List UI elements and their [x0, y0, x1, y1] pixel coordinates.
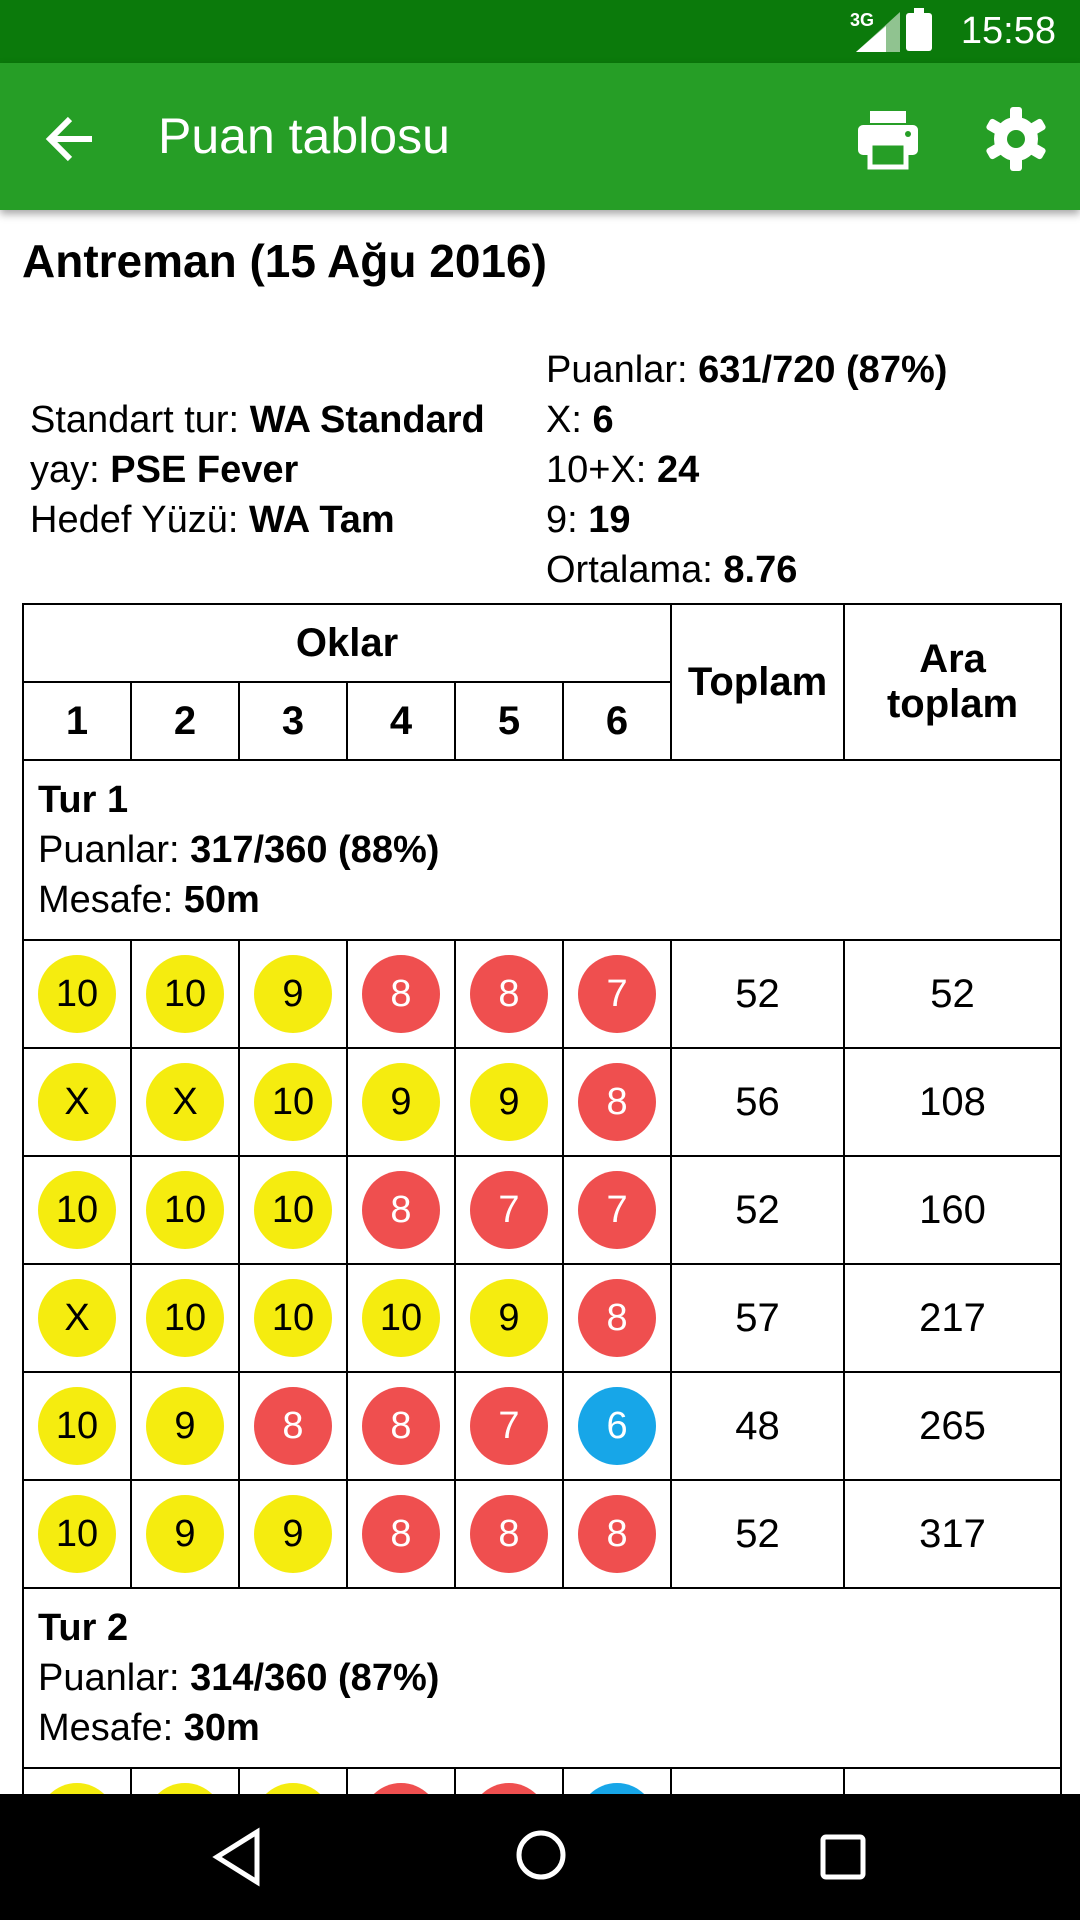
training-title: Antreman (15 Ağu 2016) [22, 235, 547, 287]
arrow-cell[interactable] [131, 940, 239, 1048]
arrow-score: 8 [578, 1495, 656, 1573]
arrow-score [578, 1783, 656, 1794]
arrow-cell[interactable] [23, 940, 131, 1048]
arrow-score: 10 [146, 1171, 224, 1249]
arrow-cell[interactable] [131, 1480, 239, 1588]
status-bar [0, 0, 1080, 63]
arrow-cell[interactable] [239, 1768, 347, 1794]
arrow-score [362, 1783, 440, 1794]
arrow-cell[interactable] [347, 1480, 455, 1588]
score-line: Puanlar: 631/720 (87%) [546, 349, 948, 391]
end-row[interactable] [23, 1156, 1061, 1264]
arrow-cell[interactable] [239, 1156, 347, 1264]
end-subtotal: 160 [844, 1156, 1061, 1264]
arrow-score: 8 [362, 955, 440, 1033]
arrow-score: 9 [146, 1387, 224, 1465]
nav-recents-icon[interactable] [810, 1824, 876, 1890]
end-subtotal: 52 [844, 940, 1061, 1048]
arrow-score: 8 [362, 1171, 440, 1249]
end-row[interactable] [23, 1264, 1061, 1372]
arrow-score: 8 [470, 1495, 548, 1573]
arrow-score: 9 [254, 955, 332, 1033]
arrow-score: 7 [578, 1171, 656, 1249]
print-icon[interactable] [852, 103, 924, 175]
end-total: 52 [671, 1480, 844, 1588]
arrow-score: 9 [146, 1495, 224, 1573]
round-title: Tur 2 [38, 1607, 129, 1649]
arrow-score: 8 [362, 1387, 440, 1465]
arrow-cell[interactable] [455, 1768, 563, 1794]
arrow-cell[interactable] [347, 1264, 455, 1372]
nav-back-icon[interactable] [205, 1824, 271, 1890]
arrow-cell[interactable] [347, 1048, 455, 1156]
arrow-cell[interactable] [131, 1264, 239, 1372]
x-count-line: X: 6 [546, 399, 614, 441]
end-subtotal: 317 [844, 1480, 1061, 1588]
arrow-score: 10 [146, 955, 224, 1033]
end-total: 48 [671, 1372, 844, 1480]
arrow-score: 7 [470, 1387, 548, 1465]
arrow-column-header: 6 [563, 682, 671, 760]
end-subtotal: 108 [844, 1048, 1061, 1156]
target-face-line: Hedef Yüzü: WA Tam [30, 499, 395, 541]
arrow-score: 10 [254, 1063, 332, 1141]
round-summary [23, 1588, 1061, 1768]
arrow-cell[interactable] [131, 1768, 239, 1794]
arrow-cell[interactable] [239, 940, 347, 1048]
end-row[interactable] [23, 1768, 1061, 1794]
end-row[interactable] [23, 1372, 1061, 1480]
arrow-cell[interactable] [239, 1480, 347, 1588]
arrow-score: 6 [578, 1387, 656, 1465]
arrow-column-header: 3 [239, 682, 347, 760]
arrow-score: 9 [470, 1279, 548, 1357]
end-row[interactable] [23, 940, 1061, 1048]
round-score: Puanlar: 314/360 (87%) [38, 1657, 440, 1699]
arrow-cell[interactable] [563, 1480, 671, 1588]
battery-icon [906, 13, 932, 51]
arrow-column-header: 2 [131, 682, 239, 760]
end-subtotal [844, 1768, 1061, 1794]
arrow-score: 10 [38, 1171, 116, 1249]
round-summary [23, 760, 1061, 940]
round-title: Tur 1 [38, 779, 129, 821]
arrow-cell[interactable] [239, 1048, 347, 1156]
arrow-cell[interactable] [131, 1372, 239, 1480]
average-line: Ortalama: 8.76 [546, 549, 798, 591]
round-header-row [23, 1588, 1061, 1768]
end-total: 56 [671, 1048, 844, 1156]
arrow-score: 7 [578, 955, 656, 1033]
arrow-cell[interactable] [239, 1264, 347, 1372]
arrow-score: 10 [38, 955, 116, 1033]
arrows-header: Oklar [23, 604, 671, 682]
arrow-score [38, 1783, 116, 1794]
arrow-score: 8 [362, 1495, 440, 1573]
end-total: 52 [671, 940, 844, 1048]
arrow-score: 10 [38, 1387, 116, 1465]
arrow-column-header: 4 [347, 682, 455, 760]
arrow-score: 10 [38, 1495, 116, 1573]
network-type: 3G [849, 10, 874, 30]
arrow-score: X [146, 1063, 224, 1141]
end-total: 52 [671, 1156, 844, 1264]
round-type-line: Standart tur: WA Standard [30, 399, 485, 441]
arrow-cell[interactable] [455, 1372, 563, 1480]
arrow-cell[interactable] [563, 1048, 671, 1156]
end-row[interactable] [23, 1048, 1061, 1156]
round-distance: Mesafe: 30m [38, 1707, 260, 1749]
arrow-score: 10 [146, 1279, 224, 1357]
scoreboard-content[interactable] [0, 210, 1080, 1794]
arrow-cell[interactable] [23, 1048, 131, 1156]
navigation-bar [0, 1794, 1080, 1920]
total-header: Toplam [671, 604, 844, 760]
end-subtotal: 265 [844, 1372, 1061, 1480]
arrow-cell[interactable] [23, 1156, 131, 1264]
arrow-cell[interactable] [563, 1768, 671, 1794]
app-bar-title: Puan tablosu [158, 108, 450, 164]
arrow-score [146, 1783, 224, 1794]
arrow-score: X [38, 1279, 116, 1357]
settings-icon[interactable] [980, 103, 1052, 175]
arrow-cell[interactable] [455, 1048, 563, 1156]
status-time: 15:58 [960, 10, 1056, 52]
arrow-back-icon[interactable] [34, 103, 106, 175]
round-header-row [23, 760, 1061, 940]
arrow-column-header: 1 [23, 682, 131, 760]
arrow-score: 9 [362, 1063, 440, 1141]
arrow-score: 10 [362, 1279, 440, 1357]
arrow-cell[interactable] [563, 1372, 671, 1480]
score-table [22, 603, 1062, 1794]
arrow-score: 7 [470, 1171, 548, 1249]
arrow-score: 10 [254, 1279, 332, 1357]
arrow-cell[interactable] [347, 940, 455, 1048]
arrow-cell[interactable] [563, 940, 671, 1048]
arrow-cell[interactable] [455, 940, 563, 1048]
app-bar [0, 63, 1080, 210]
arrow-cell[interactable] [23, 1372, 131, 1480]
end-subtotal: 217 [844, 1264, 1061, 1372]
nav-home-icon[interactable] [508, 1822, 574, 1888]
arrow-score: X [38, 1063, 116, 1141]
arrow-cell[interactable] [23, 1264, 131, 1372]
arrow-cell[interactable] [347, 1768, 455, 1794]
arrow-cell[interactable] [563, 1264, 671, 1372]
arrow-cell[interactable] [455, 1264, 563, 1372]
arrow-cell[interactable] [563, 1156, 671, 1264]
round-info [30, 395, 485, 545]
end-total [671, 1768, 844, 1794]
arrow-score [254, 1783, 332, 1794]
arrow-score: 8 [470, 955, 548, 1033]
arrow-score: 9 [254, 1495, 332, 1573]
score-stats [546, 345, 947, 595]
arrow-cell[interactable] [455, 1156, 563, 1264]
arrow-cell[interactable] [131, 1156, 239, 1264]
ten-x-count-line: 10+X: 24 [546, 449, 700, 491]
arrow-cell[interactable] [347, 1372, 455, 1480]
arrow-score: 8 [254, 1387, 332, 1465]
arrow-cell[interactable] [23, 1768, 131, 1794]
arrow-cell[interactable] [131, 1048, 239, 1156]
arrow-score [470, 1783, 548, 1794]
arrow-cell[interactable] [455, 1480, 563, 1588]
arrow-cell[interactable] [239, 1372, 347, 1480]
end-total: 57 [671, 1264, 844, 1372]
bow-line: yay: PSE Fever [30, 449, 299, 491]
arrow-cell[interactable] [347, 1156, 455, 1264]
signal-icon [849, 10, 900, 52]
arrow-score: 8 [578, 1279, 656, 1357]
arrow-column-header: 5 [455, 682, 563, 760]
round-distance: Mesafe: 50m [38, 879, 260, 921]
arrow-score: 9 [470, 1063, 548, 1141]
end-row[interactable] [23, 1480, 1061, 1588]
arrow-cell[interactable] [23, 1480, 131, 1588]
round-score: Puanlar: 317/360 (88%) [38, 829, 440, 871]
nine-count-line: 9: 19 [546, 499, 631, 541]
arrow-score: 10 [254, 1171, 332, 1249]
arrow-score: 8 [578, 1063, 656, 1141]
subtotal-header: Ara toplam [844, 604, 1061, 760]
